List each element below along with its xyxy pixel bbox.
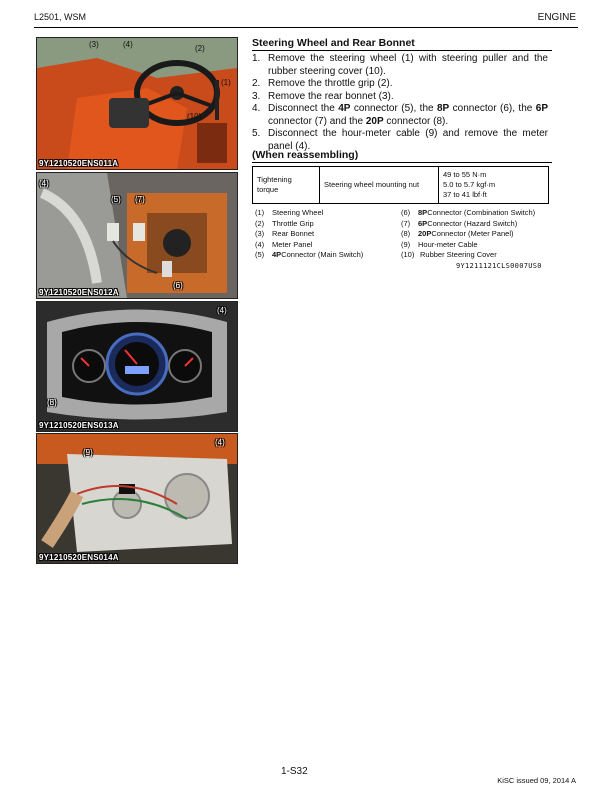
legend-item: (8) 20P Connector (Meter Panel) (401, 229, 514, 238)
step-3 (252, 91, 548, 104)
reassembling-rule (252, 162, 552, 163)
step-4 (252, 103, 548, 128)
torque-item: Steering wheel mounting nut (320, 167, 439, 204)
callout-3: (3) (89, 40, 99, 49)
legend-item: (9) Hour-meter Cable (401, 239, 478, 249)
legend-left (255, 208, 363, 261)
header-model: L2501, WSM (34, 12, 87, 22)
torque-value-nm: 49 to 55 N·m (443, 170, 487, 179)
legend-item: (4) Meter Panel (255, 239, 313, 249)
step-text: Remove the rear bonnet (3). (268, 90, 394, 102)
header-rule (34, 27, 578, 28)
callout-7: (7) (135, 195, 145, 204)
photo-connectors (36, 172, 238, 299)
legend-item: (1) Steering Wheel (255, 208, 324, 217)
document-code: 9Y1211121CLS0007US0 (456, 262, 542, 270)
reassembling-heading: (When reassembling) (252, 149, 359, 161)
step-number: 1. (252, 53, 261, 64)
callout-8: (8) (47, 398, 57, 407)
torque-table (252, 166, 549, 204)
step-2 (252, 78, 548, 91)
callout-4: (4) (217, 306, 227, 315)
step-number: 3. (252, 90, 261, 102)
photo-meter-panel (36, 301, 238, 432)
step-number: 4. (252, 103, 261, 114)
section-title: Steering Wheel and Rear Bonnet (252, 37, 415, 49)
callout-5: (5) (111, 195, 121, 204)
step-number: 5. (252, 128, 261, 139)
torque-label: Tightening torque (253, 167, 320, 204)
callout-4: (4) (123, 40, 133, 49)
step-text: Remove the steering wheel (1) with steering puller and the rubber steering cover (10). (268, 53, 548, 77)
legend-item: (5) 4P Connector (Main Switch) (255, 250, 364, 259)
callout-6: (6) (173, 281, 183, 290)
section-title-rule (252, 50, 552, 51)
step-text: Remove the throttle grip (2). (268, 78, 393, 89)
callout-1: (1) (221, 78, 231, 87)
callout-10: (10) (187, 112, 202, 121)
torque-value-kgfm: 5.0 to 5.7 kgf·m (443, 180, 496, 189)
photo-hour-meter-cable (36, 433, 238, 564)
torque-value-lbfft: 37 to 41 lbf·ft (443, 190, 487, 199)
callout-2: (2) (195, 44, 205, 53)
step-number: 2. (252, 78, 261, 89)
legend-item: (10) Rubber Steering Cover (401, 250, 497, 259)
legend-item: (7) 6P Connector (Hazard Switch) (401, 218, 518, 228)
legend-item: (6) 8P Connector (Combination Switch) (401, 208, 536, 217)
step-text: Disconnect the 4P connector (5), the 8P connector (6), the 6P connector (7) and the 20P connector (8). (268, 103, 548, 127)
torque-values (439, 167, 549, 204)
procedure-steps (252, 53, 548, 153)
step-text: Disconnect the hour-meter cable (9) and remove the meter panel (4). (268, 128, 548, 152)
callout-4: (4) (39, 179, 49, 188)
legend-item: (3) Rear Bonnet (255, 229, 315, 238)
header-section: ENGINE (537, 12, 576, 23)
callout-4: (4) (215, 438, 225, 447)
callout-9: (9) (83, 448, 93, 457)
page-number: 1-S32 (281, 766, 308, 777)
issue-note: KiSC issued 09, 2014 A (497, 776, 576, 785)
photo-caption: 9Y1210520ENS014A (39, 553, 119, 562)
photo-steering-wheel (36, 37, 238, 170)
photo-caption: 9Y1210520ENS011A (39, 159, 119, 168)
legend-item: (2) Throttle Grip (255, 218, 314, 228)
photo-caption: 9Y1210520ENS013A (39, 421, 119, 430)
legend-right (401, 208, 535, 261)
step-1 (252, 53, 548, 78)
photo-caption: 9Y1210520ENS012A (39, 288, 119, 297)
